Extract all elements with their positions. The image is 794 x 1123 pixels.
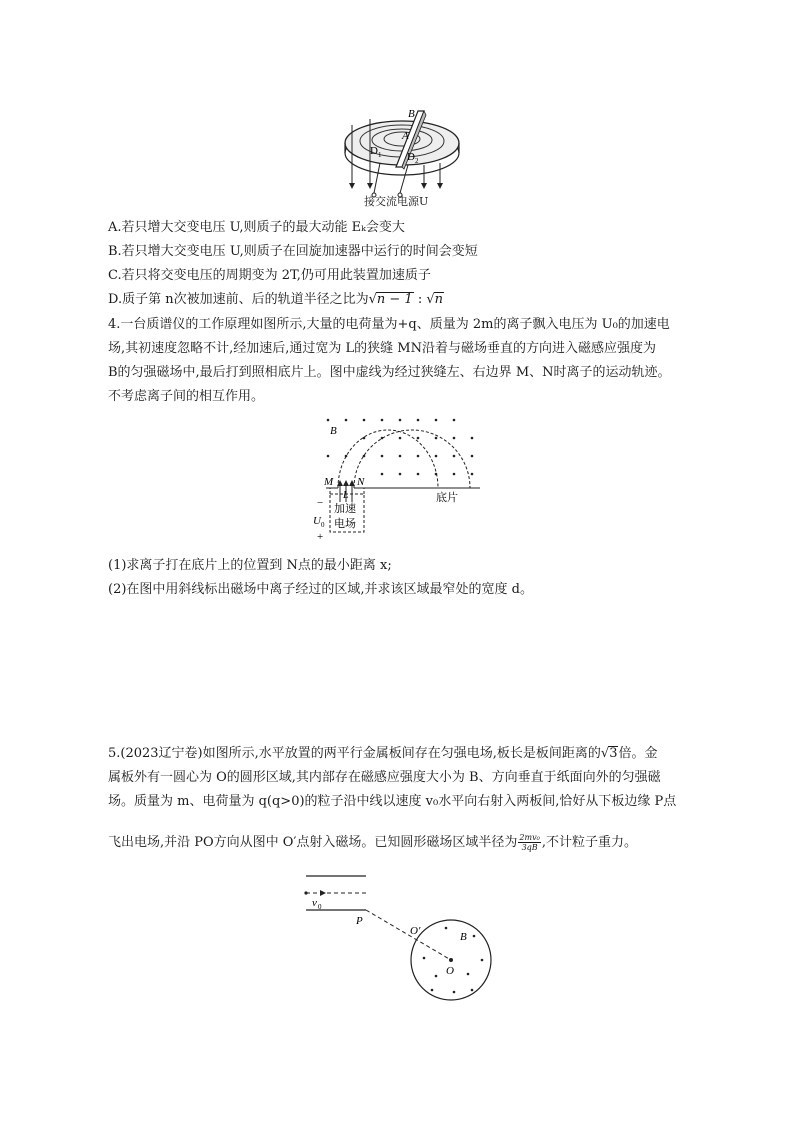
option-c: C.若只将交变电压的周期变为 2T,仍可用此装置加速质子 bbox=[108, 268, 431, 283]
label-U0: U bbox=[313, 515, 321, 527]
film-label: 底片 bbox=[436, 492, 458, 504]
option-d-colon: : bbox=[413, 292, 427, 307]
box-label-1: 加速 bbox=[334, 503, 356, 515]
q4-line-4: 不考虑离子间的相互作用。 bbox=[108, 389, 265, 404]
label-U0-sub: 0 bbox=[321, 521, 325, 529]
label-O-prime: O′ bbox=[410, 925, 421, 937]
label-O: O bbox=[446, 965, 454, 977]
fraction-denominator: 3qB bbox=[521, 843, 538, 852]
box-label-2: 电场 bbox=[334, 518, 356, 530]
q5-line-4 bbox=[108, 833, 637, 852]
q4-sub-2: (2)在图中用斜线标出磁场中离子经过的区域,并求该区域最窄处的宽度 d。 bbox=[108, 582, 534, 597]
cyclotron-caption: 接交流电源U bbox=[364, 195, 429, 208]
radius-fraction bbox=[518, 833, 540, 852]
q5-sqrt-3: 3 bbox=[609, 746, 618, 761]
q5-line-3: 场。质量为 m、电荷量为 q(q>0)的粒子沿中线以速度 v₀水平向右射入两板间,恰好从下板边缘 P点 bbox=[108, 794, 677, 809]
sqrt-symbol-icon: √ bbox=[368, 292, 377, 307]
q4-sub-1: (1)求离子打在底片上的位置到 N点的最小距离 x; bbox=[108, 558, 392, 573]
q4-line-3: B的匀强磁场中,最后打到照相底片上。图中虚线为经过狭缝左、右边界 M、N时离子的运动轨迹。 bbox=[108, 365, 671, 380]
option-a: A.若只增大交变电压 U,则质子的最大动能 Eₖ会变大 bbox=[108, 220, 405, 235]
q4-line-2: 场,其初速度忽略不计,经加速后,通过宽为 L的狭缝 MN沿着与磁场垂直的方向进入磁感应强度为 bbox=[108, 341, 656, 356]
plates-circle-figure bbox=[296, 868, 506, 1003]
minus-sign: − bbox=[317, 497, 324, 509]
sqrt-symbol-icon: √ bbox=[600, 746, 610, 761]
q5-line-2: 属板外有一圆心为 O的圆形区域,其内部存在磁感应强度大小为 B、方向垂直于纸面向外的匀强磁 bbox=[108, 770, 661, 785]
option-d bbox=[108, 291, 444, 309]
q4-line-1: 4.一台质谱仪的工作原理如图所示,大量的电荷量为+q、质量为 2m的离子飘入电压为 U₀的加速电 bbox=[108, 317, 670, 332]
plus-sign: + bbox=[317, 531, 324, 543]
option-b: B.若只增大交变电压 U,则质子在回旋加速器中运行的时间会变短 bbox=[108, 244, 478, 259]
label-B: B bbox=[460, 931, 467, 943]
q5-line-1 bbox=[108, 745, 658, 763]
label-N: N bbox=[357, 476, 365, 488]
label-D1: D bbox=[370, 145, 378, 157]
label-P: P bbox=[356, 915, 363, 927]
label-v0: v bbox=[312, 897, 317, 909]
label-B: B bbox=[408, 108, 415, 120]
label-M: M bbox=[324, 476, 334, 488]
mass-spectrometer-figure bbox=[310, 412, 485, 544]
label-A: A bbox=[402, 130, 409, 142]
option-d-sqrt-1: n − 1 bbox=[376, 292, 413, 307]
label-B: B bbox=[330, 425, 337, 437]
sqrt-symbol-icon: √ bbox=[426, 292, 435, 307]
label-v0-sub: 0 bbox=[318, 903, 322, 911]
label-D1-sub: 1 bbox=[378, 151, 382, 159]
label-D2-sub: 2 bbox=[415, 157, 419, 165]
q5-line-1-text: 5.(2023辽宁卷)如图所示,水平放置的两平行金属板间存在匀强电场,板长是板间距离的 bbox=[108, 746, 601, 761]
q5-line-4-text: 飞出电场,并沿 PO方向从图中 O′点射入磁场。已知圆形磁场区域半径为 bbox=[108, 835, 518, 850]
label-D2: D bbox=[407, 151, 415, 163]
option-d-sqrt-2: n bbox=[434, 292, 444, 307]
q5-line-1-end: 倍。金 bbox=[618, 746, 658, 761]
fraction-numerator: 2mv₀ bbox=[519, 833, 540, 842]
option-d-text: D.质子第 n次被加速前、后的轨道半径之比为 bbox=[108, 292, 369, 307]
label-L: L bbox=[343, 490, 349, 501]
q5-line-4-end: ,不计粒子重力。 bbox=[541, 835, 637, 850]
